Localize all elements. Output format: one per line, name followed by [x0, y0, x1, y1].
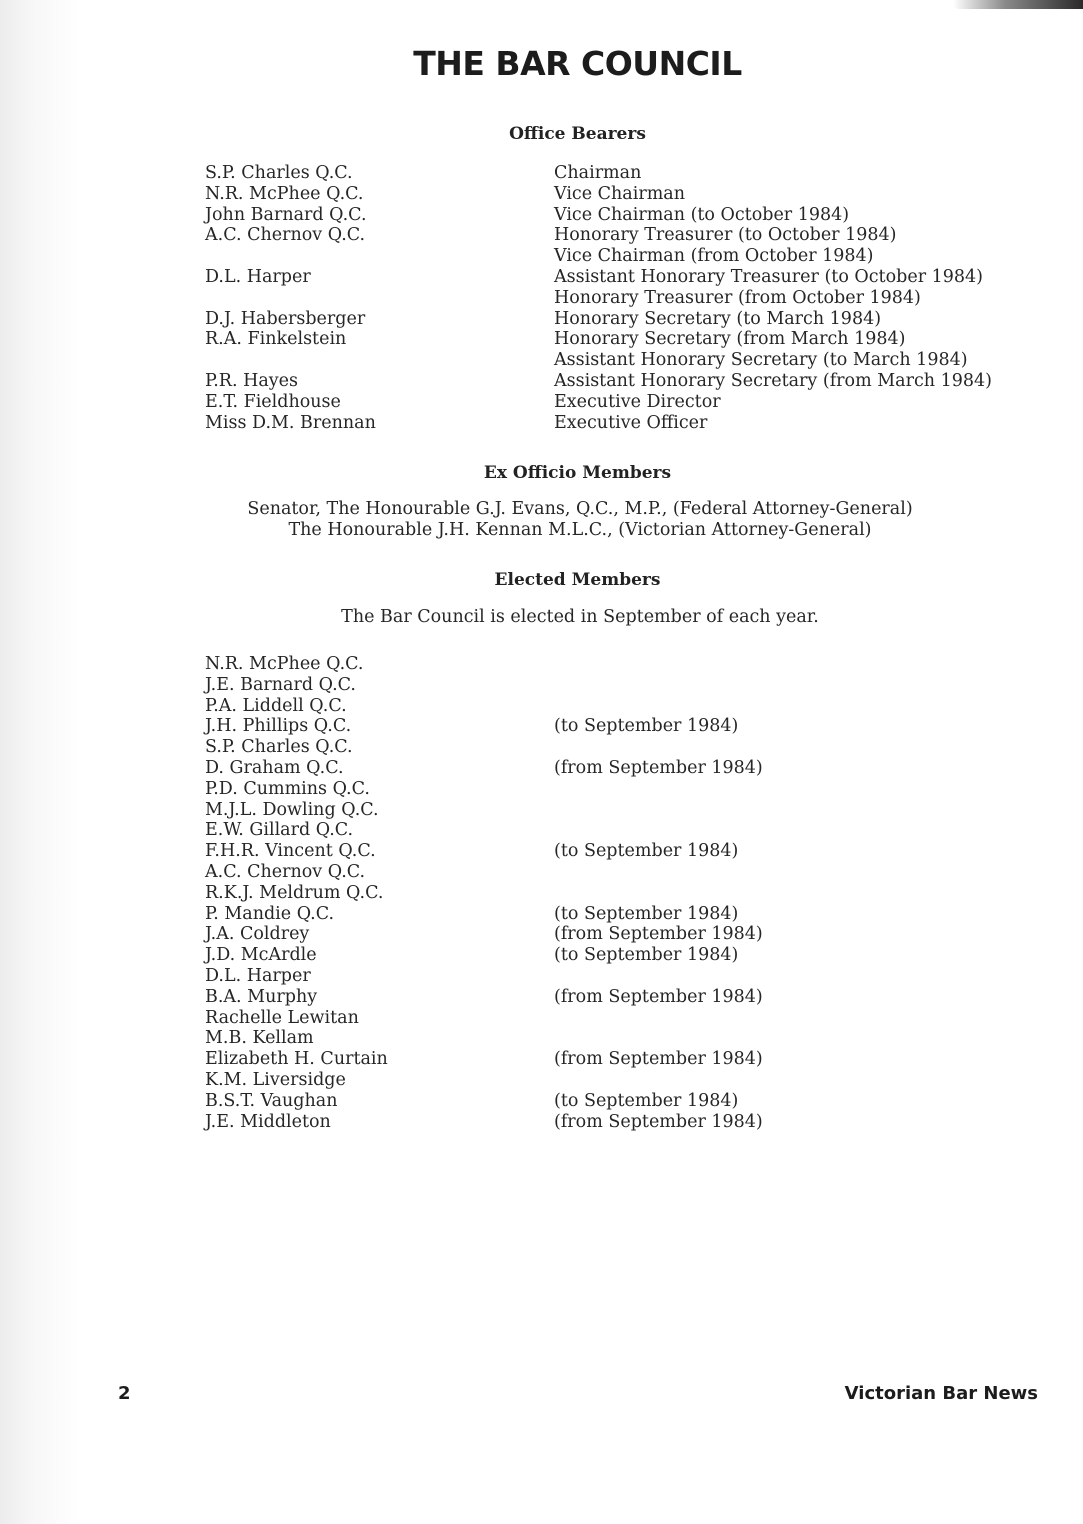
office-bearer-name: N.R. McPhee Q.C.	[205, 183, 364, 204]
elected-member-term	[554, 800, 763, 821]
elected-member-term: (to September 1984)	[554, 841, 739, 862]
office-bearer-name: S.P. Charles Q.C.	[205, 163, 353, 183]
elected-member-name: M.J.L. Dowling Q.C.	[205, 799, 379, 820]
elected-member-term	[554, 1008, 763, 1029]
elected-member-name: J.H. Phillips Q.C.	[205, 716, 352, 737]
elected-member-term	[554, 654, 763, 675]
elected-member-name: Elizabeth H. Curtain	[205, 1049, 388, 1070]
elected-member-term: (from September 1984)	[554, 757, 763, 778]
elected-member-name: F.H.R. Vincent Q.C.	[205, 841, 376, 862]
elected-member-name: B.S.T. Vaughan	[205, 1090, 338, 1111]
scan-corner-mark	[953, 0, 1083, 9]
elected-member-term: (to September 1984)	[554, 945, 739, 966]
elected-member-term	[554, 737, 763, 758]
office-bearer-name: A.C. Chernov Q.C.	[205, 225, 366, 246]
elected-member-name: J.D. McArdle	[205, 945, 317, 966]
elected-members-intro: The Bar Council is elected in September of each year.	[341, 607, 819, 627]
office-bearer-name	[205, 288, 376, 309]
elected-member-term: (from September 1984)	[554, 1049, 763, 1070]
elected-member-term	[554, 696, 763, 717]
office-bearer-name: D.J. Habersberger	[205, 308, 366, 329]
office-bearer-role: Chairman	[554, 163, 642, 183]
office-bearer-role: Honorary Secretary (to March 1984)	[554, 308, 882, 329]
elected-member-term	[554, 820, 763, 841]
ex-officio-member: Senator, The Honourable G.J. Evans, Q.C., M.P., (Federal Attorney-General)	[247, 499, 913, 519]
office-bearer-role: Assistant Honorary Secretary (from March 1984)	[554, 370, 992, 391]
elected-member-term	[554, 862, 763, 883]
ex-officio-member: The Honourable J.H. Kennan M.L.C., (Victorian Attorney-General)	[288, 520, 872, 540]
office-bearer-name: John Barnard Q.C.	[205, 204, 367, 225]
office-bearer-name: R.A. Finkelstein	[205, 329, 347, 350]
office-bearer-role: Honorary Treasurer (from October 1984)	[554, 287, 921, 308]
elected-member-names	[205, 654, 388, 1132]
elected-member-name: E.W. Gillard Q.C.	[205, 820, 354, 841]
elected-member-term	[554, 779, 763, 800]
elected-member-name: K.M. Liversidge	[205, 1069, 346, 1090]
elected-member-name: S.P. Charles Q.C.	[205, 737, 353, 758]
office-bearer-role: Executive Director	[554, 391, 721, 412]
elected-member-name: D. Graham Q.C.	[205, 757, 344, 778]
elected-member-name: N.R. McPhee Q.C.	[205, 654, 364, 674]
office-bearer-role: Vice Chairman (from October 1984)	[554, 246, 874, 267]
elected-member-term: (from September 1984)	[554, 986, 763, 1007]
office-bearer-name: P.R. Hayes	[205, 370, 299, 391]
office-bearer-role: Executive Officer	[554, 412, 708, 433]
ex-officio-heading: Ex Officio Members	[483, 463, 672, 483]
elected-member-name: B.A. Murphy	[205, 986, 318, 1007]
office-bearer-name	[205, 246, 376, 267]
office-bearer-name: D.L. Harper	[205, 266, 311, 287]
elected-member-name: P.D. Cummins Q.C.	[205, 778, 370, 799]
elected-member-name: A.C. Chernov Q.C.	[205, 861, 366, 882]
elected-member-term	[554, 966, 763, 987]
elected-member-name: M.B. Kellam	[205, 1028, 314, 1049]
office-bearer-name: E.T. Fieldhouse	[205, 391, 341, 412]
elected-member-term: (from September 1984)	[554, 924, 763, 945]
elected-member-name: J.E. Barnard Q.C.	[205, 674, 356, 695]
elected-member-term	[554, 883, 763, 904]
office-bearers-names	[205, 163, 376, 433]
elected-member-name: P.A. Liddell Q.C.	[205, 695, 347, 716]
elected-member-term	[554, 1028, 763, 1049]
elected-member-name: P. Mandie Q.C.	[205, 903, 335, 924]
elected-members-heading: Elected Members	[494, 570, 661, 590]
page-number: 2	[118, 1383, 131, 1404]
office-bearer-name: Miss D.M. Brennan	[205, 412, 376, 433]
office-bearer-role: Vice Chairman (to October 1984)	[554, 204, 850, 225]
elected-member-term	[554, 675, 763, 696]
elected-member-terms	[554, 654, 763, 1132]
office-bearers-heading: Office Bearers	[509, 124, 646, 144]
elected-member-name: R.K.J. Meldrum Q.C.	[205, 882, 384, 903]
elected-member-term	[554, 1070, 763, 1091]
elected-member-name: J.E. Middleton	[205, 1111, 331, 1132]
elected-member-name: J.A. Coldrey	[205, 924, 310, 945]
elected-member-name: Rachelle Lewitan	[205, 1007, 359, 1028]
elected-member-term: (to September 1984)	[554, 903, 739, 924]
office-bearer-name	[205, 350, 376, 371]
office-bearer-role: Honorary Treasurer (to October 1984)	[554, 225, 897, 246]
elected-member-name: D.L. Harper	[205, 965, 311, 986]
office-bearers-roles	[554, 163, 992, 433]
office-bearer-role: Honorary Secretary (from March 1984)	[554, 329, 906, 350]
page-title: THE BAR COUNCIL	[413, 44, 742, 83]
office-bearer-role: Assistant Honorary Secretary (to March 1984)	[554, 350, 968, 371]
publication-name: Victorian Bar News	[844, 1383, 1038, 1404]
elected-member-term: (to September 1984)	[554, 1090, 739, 1111]
elected-member-term: (to September 1984)	[554, 716, 739, 737]
elected-member-term: (from September 1984)	[554, 1111, 763, 1132]
office-bearer-role: Assistant Honorary Treasurer (to October 1984)	[554, 266, 983, 287]
office-bearer-role: Vice Chairman	[554, 183, 686, 204]
scan-edge-shade	[0, 0, 80, 1524]
